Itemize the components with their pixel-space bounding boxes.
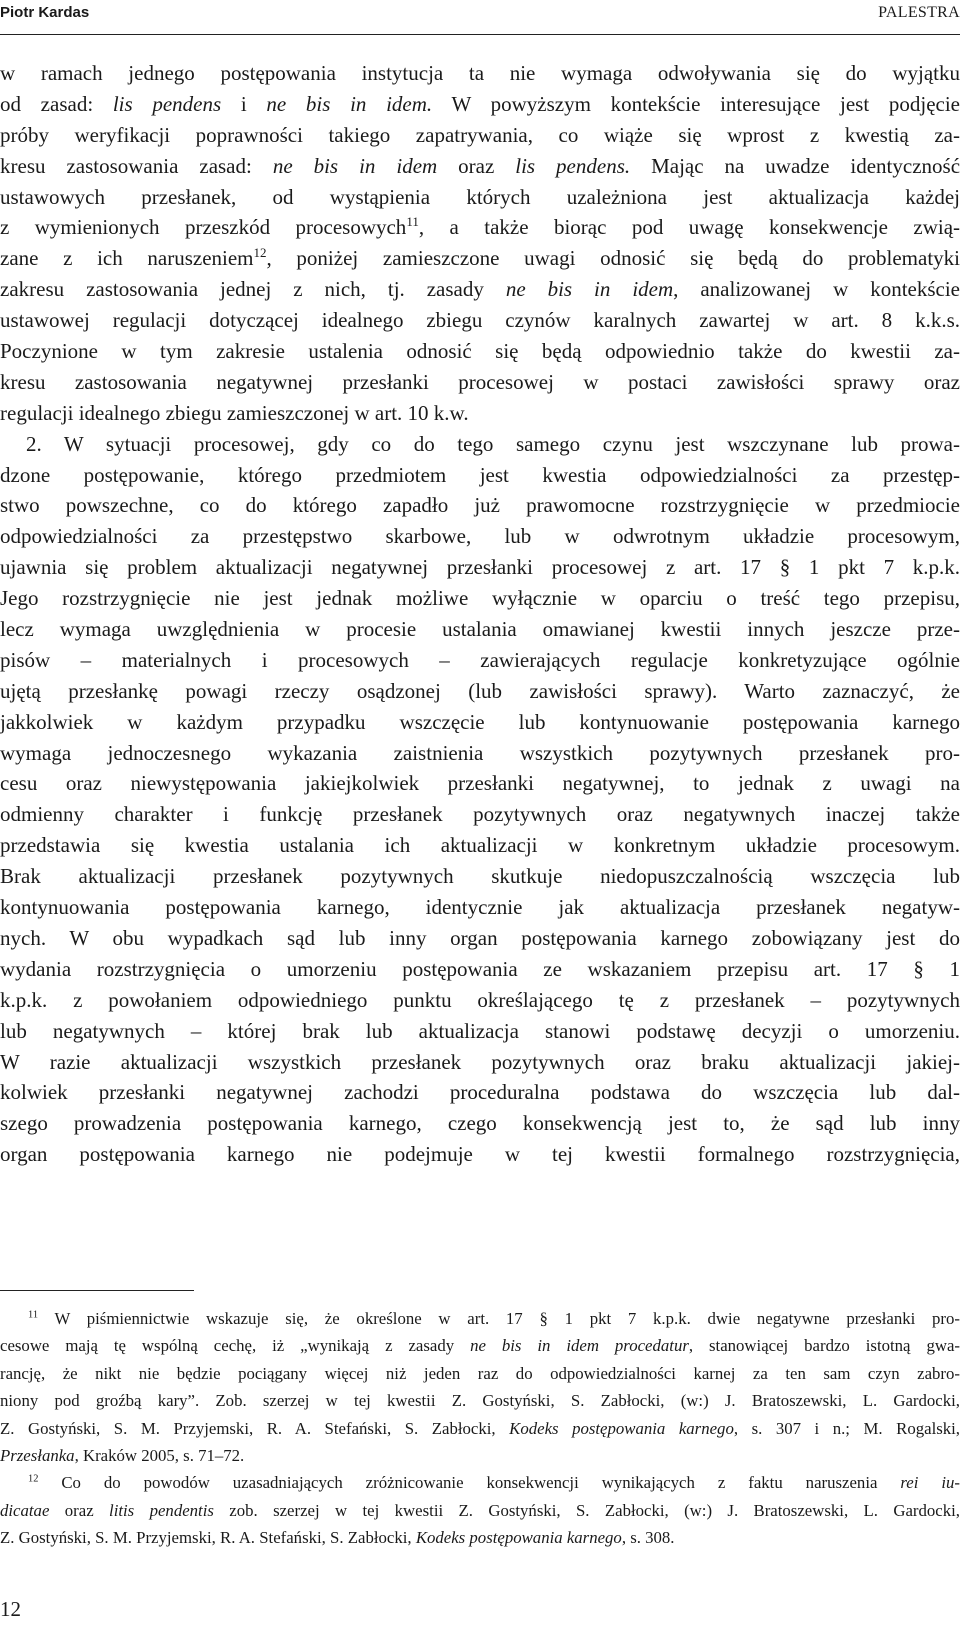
body-line bbox=[0, 398, 960, 429]
body-line bbox=[0, 243, 960, 274]
text-run: ujętą przesłankę powagi rzeczy osądzonej (lub zawisłości sprawy). Warto zaznaczyć, że bbox=[0, 678, 960, 703]
body-line bbox=[0, 923, 960, 954]
body-line bbox=[0, 1047, 960, 1078]
text-run: ustawowej regulacji dotyczącej idealnego zbiegu czynów karalnych zawartej w art. 8 k.k.s. bbox=[0, 308, 960, 333]
text-run: ustawowych przesłanek, od wystąpienia których uzależniona jest aktualizacja każdej bbox=[0, 184, 960, 209]
text-run: , analizowanej w kontekście bbox=[673, 277, 960, 302]
text-run: kolwiek przesłanki negatywnej zachodzi proceduralna podstawa do wszczęcia lub dal- bbox=[0, 1080, 960, 1105]
text-run: przedstawia się kwestia ustalania ich aktualizacji w konkretnym układzie procesowym. bbox=[0, 833, 960, 858]
footnote-ref: 11 bbox=[406, 214, 419, 230]
body-line bbox=[0, 182, 960, 213]
text-run: kresu zastosowania negatywnej przesłanki procesowej w postaci zawisłości sprawy oraz bbox=[0, 369, 960, 394]
text-run: Brak aktualizacji przesłanek pozytywnych skutkuje niedopuszczalnością wszczęcia lub bbox=[0, 864, 960, 889]
text-run: odmienny charakter i funkcję przesłanek pozytywnych oraz negatywnych inaczej także bbox=[0, 802, 960, 827]
body-line bbox=[0, 120, 960, 151]
italic-text: litis pendentis bbox=[109, 1500, 214, 1520]
body-line bbox=[0, 768, 960, 799]
text-run: zane z ich naruszeniem bbox=[0, 246, 254, 271]
text-run: próby weryfikacji poprawności takiego zapatrywania, co wiąże się wprost z kwestią za- bbox=[0, 122, 960, 147]
running-head-journal: PALESTRA bbox=[878, 4, 960, 21]
body-line bbox=[0, 305, 960, 336]
body-line bbox=[0, 738, 960, 769]
italic-text: Przesłanka bbox=[0, 1445, 75, 1465]
text-run: cesowe mają tę wspólną cechę, iż „wynikają z zasady bbox=[0, 1336, 471, 1356]
footnote-line bbox=[0, 1360, 960, 1387]
italic-text: lis pendens bbox=[112, 91, 222, 116]
text-run: jakkolwiek w każdym przypadku wszczęcie lub kontynuowanie postępowania karnego bbox=[0, 709, 960, 734]
body-line bbox=[0, 645, 960, 676]
footnote-line bbox=[0, 1332, 960, 1359]
text-run: szego prowadzenia postępowania karnego, czego konsekwencją jest to, że sąd lub inny bbox=[0, 1111, 960, 1136]
text-run: kresu zastosowania zasad: bbox=[0, 153, 273, 178]
body-line bbox=[0, 676, 960, 707]
text-run: , Kraków 2005, s. 71–72. bbox=[74, 1445, 245, 1465]
footnote-line bbox=[0, 1387, 960, 1414]
footnote-ref: 12 bbox=[28, 1473, 39, 1485]
footnotes bbox=[0, 1305, 960, 1552]
text-run: , s. 308. bbox=[621, 1528, 675, 1548]
text-run: zob. szerzej w tej kwestii Z. Gostyński, S. Zabłocki, (w:) J. Bratoszewski, L. Gardocki, bbox=[213, 1500, 960, 1520]
body-line bbox=[0, 521, 960, 552]
text-run: Co do powodów uzasadniających zróżnicowanie konsekwencji wynikających z faktu naruszenia bbox=[38, 1473, 901, 1493]
body-line bbox=[0, 1108, 960, 1139]
footnote-separator bbox=[0, 1290, 194, 1291]
text-run: pisów – materialnych i procesowych – zawierających regulacje konkretyzujące ogólnie bbox=[0, 647, 960, 672]
body-line bbox=[0, 861, 960, 892]
text-run: z wymienionych przeszkód procesowych bbox=[0, 215, 407, 240]
body-line bbox=[0, 58, 960, 89]
footnote-line bbox=[0, 1469, 960, 1496]
page-number: 12 bbox=[0, 1597, 21, 1621]
body-line bbox=[0, 985, 960, 1016]
italic-text: ne bis in idem bbox=[505, 277, 674, 302]
italic-text: lis pendens. bbox=[515, 153, 631, 178]
text-run: , stanowiącej bardzo istotną gwa- bbox=[688, 1336, 960, 1356]
text-run: k.p.k. z powołaniem odpowiedniego punktu określającego tę z przesłanek – pozytywnych bbox=[0, 987, 960, 1012]
footnote-line bbox=[0, 1305, 960, 1332]
text-run: nych. W obu wypadkach sąd lub inny organ postępowania karnego zobowiązany jest do bbox=[0, 925, 960, 950]
body-line bbox=[0, 336, 960, 367]
body-line bbox=[0, 89, 960, 120]
text-run: W piśmiennictwie wskazuje się, że określone w art. 17 § 1 pkt 7 k.p.k. dwie negatywne przesłanki pro- bbox=[38, 1309, 960, 1328]
text-run: wydania rozstrzygnięcia o umorzeniu postępowania ze wskazaniem przepisu art. 17 § 1 bbox=[0, 956, 960, 981]
body-line bbox=[0, 151, 960, 182]
body-text bbox=[0, 58, 960, 1170]
body-line bbox=[0, 1139, 960, 1170]
footnote-ref: 11 bbox=[28, 1309, 39, 1321]
text-run: , poniżej zamieszczone uwagi odnosić się będą do problematyki bbox=[266, 246, 960, 271]
text-run: odpowiedzialności za przestępstwo skarbowe, lub w odwrotnym układzie procesowym, bbox=[0, 524, 960, 549]
body-line bbox=[0, 830, 960, 861]
italic-text: Kodeks postępowania karnego bbox=[415, 1528, 622, 1548]
text-run: od zasad: bbox=[0, 91, 113, 116]
footnote-line bbox=[0, 1415, 960, 1442]
text-run: 2. W sytuacji procesowej, gdy co do tego samego czynu jest wszczynane lub prowa- bbox=[26, 431, 960, 456]
text-run: , a także biorąc pod uwagę konsekwencje zwią- bbox=[418, 215, 960, 240]
text-run: organ postępowania karnego nie podejmuje w tej kwestii formalnego rozstrzygnięcia, bbox=[0, 1142, 960, 1167]
text-run: ujawnia się problem aktualizacji negatywnej przesłanki procesowej z art. 17 § 1 pkt 7 k.p.k. bbox=[0, 555, 960, 580]
footnote-line bbox=[0, 1524, 960, 1551]
text-run: Z. Gostyński, S. M. Przyjemski, R. A. Stefański, S. Zabłocki, bbox=[0, 1528, 416, 1548]
body-line bbox=[0, 460, 960, 491]
body-line bbox=[0, 954, 960, 985]
italic-text: dicatae bbox=[0, 1500, 50, 1520]
running-head bbox=[0, 0, 960, 35]
text-run: Mając na uwadze identyczność bbox=[630, 153, 960, 178]
italic-text: rei iu- bbox=[900, 1473, 960, 1493]
text-run: W razie aktualizacji wszystkich przesłanek pozytywnych oraz braku aktualizacji jakiej- bbox=[0, 1049, 960, 1074]
footnote-ref: 12 bbox=[253, 245, 267, 261]
footnote-line bbox=[0, 1442, 960, 1469]
italic-text: Kodeks postępowania karnego bbox=[509, 1418, 734, 1438]
body-line bbox=[0, 707, 960, 738]
italic-text: ne bis in idem bbox=[272, 153, 438, 178]
text-run: regulacji idealnego zbiegu zamieszczonej w art. 10 k.w. bbox=[0, 400, 469, 425]
body-line bbox=[0, 552, 960, 583]
text-run: Jego rozstrzygnięcie nie jest jednak możliwe wyłącznie w oparciu o treść tego przepisu, bbox=[0, 586, 960, 611]
text-run: i bbox=[221, 91, 267, 116]
body-line bbox=[0, 1016, 960, 1047]
text-run: Z. Gostyński, S. M. Przyjemski, R. A. Stefański, S. Zabłocki, bbox=[0, 1418, 510, 1438]
body-line bbox=[0, 212, 960, 243]
body-line bbox=[0, 583, 960, 614]
text-run: wymaga jednoczesnego wykazania zaistnienia wszystkich pozytywnych przesłanek pro- bbox=[0, 740, 960, 765]
text-run: stwo powszechne, co do którego zapadło już prawomocne rozstrzygnięcie w przedmiocie bbox=[0, 493, 960, 518]
text-run: dzone postępowanie, którego przedmiotem jest kwestia odpowiedzialności za przestęp- bbox=[0, 462, 960, 487]
body-line bbox=[0, 274, 960, 305]
text-run: Poczynione w tym zakresie ustalenia odnosić się będą odpowiednio także do kwestii za- bbox=[0, 339, 960, 364]
text-run: rancję, że nikt nie będzie pociągany więcej niż jeden raz do odpowiedzialności karnej za ten sam czyn zabro- bbox=[0, 1363, 960, 1383]
text-run: kontynuowania postępowania karnego, identycznie jak aktualizacja przesłanek negatyw- bbox=[0, 895, 960, 920]
text-run: cesu oraz niewystępowania jakiejkolwiek przesłanki negatywnej, to jednak z uwagi na bbox=[0, 771, 960, 796]
text-run: lecz wymaga uwzględnienia w procesie ustalania omawianej kwestii innych jeszcze prze- bbox=[0, 617, 960, 642]
body-line bbox=[0, 429, 960, 460]
text-run: W powyższym kontekście interesujące jest podjęcie bbox=[432, 91, 960, 116]
text-run: niony pod groźbą kary”. Zob. szerzej w tej kwestii Z. Gostyński, S. Zabłocki, (w:) J. Bratoszewski, L. Gardocki, bbox=[0, 1391, 960, 1411]
italic-text: ne bis in idem. bbox=[266, 91, 433, 116]
text-run: oraz bbox=[49, 1500, 110, 1520]
body-line bbox=[0, 367, 960, 398]
text-run: oraz bbox=[437, 153, 516, 178]
text-run: lub negatywnych – której brak lub aktualizacja stanowi podstawę decyzji o umorzeniu. bbox=[0, 1018, 960, 1043]
italic-text: ne bis in idem procedatur bbox=[470, 1336, 689, 1356]
text-run: zakresu zastosowania jednej z nich, tj. zasady bbox=[0, 277, 506, 302]
running-head-author: Piotr Kardas bbox=[0, 4, 90, 21]
body-line bbox=[0, 892, 960, 923]
text-run: w ramach jednego postępowania instytucja ta nie wymaga odwoływania się do wyjątku bbox=[0, 61, 960, 85]
text-run: , s. 307 i n.; M. Rogalski, bbox=[733, 1418, 960, 1438]
footnote-line bbox=[0, 1497, 960, 1524]
body-line bbox=[0, 799, 960, 830]
body-line bbox=[0, 490, 960, 521]
body-line bbox=[0, 1077, 960, 1108]
body-line bbox=[0, 614, 960, 645]
